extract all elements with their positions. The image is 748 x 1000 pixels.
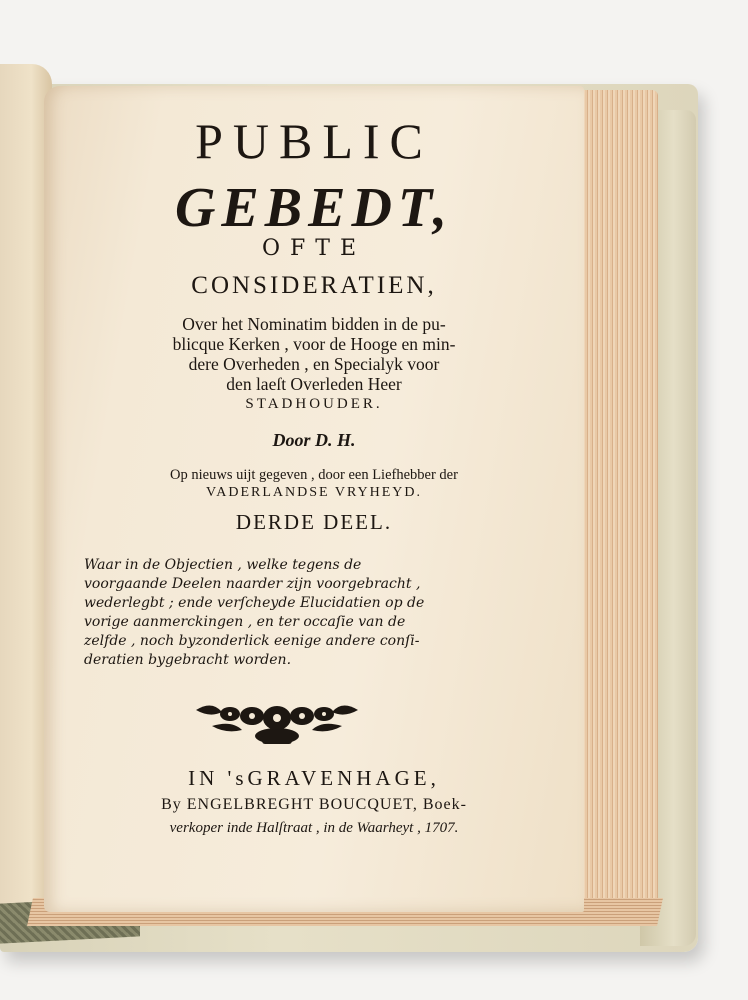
description-line: deratien bygebracht worden. [84, 652, 292, 668]
description-paragraph [84, 556, 524, 670]
title-line-ofte: OFTE [261, 236, 367, 261]
imprint-printer: By ENGELBREGHT BOUCQUET, Boek- [161, 796, 467, 813]
stadhouder-line: STADHOUDER. [245, 396, 383, 412]
subtitle-line: Over het Nominatim bidden in de pu- [182, 314, 446, 334]
subtitle-line: den laeſt Overleden Heer [226, 374, 402, 394]
volume-heading: DERDE DEEL. [235, 510, 393, 534]
flower-basket-ornament-icon [192, 696, 362, 748]
edition-line-caps: VADERLANDSE VRYHEYD. [205, 485, 423, 500]
subtitle-paragraph [84, 314, 544, 414]
description-line: Waar in de Objectien , welke tegens de [84, 557, 362, 573]
description-line: vorige aanmerckingen , en ter occaſie van de [84, 614, 406, 630]
subtitle-line: dere Overheden , en Specialyk voor [188, 354, 440, 374]
imprint-city: IN 'sGRAVENHAGE, [188, 766, 440, 790]
title-line-gebedt: GEBEDT, [174, 177, 453, 239]
edition-paragraph [84, 466, 544, 502]
description-line: wederlegbt ; ende verſcheyde Elucidatien op de [84, 595, 425, 611]
description-line: zelfde , noch byzonderlick eenige andere conſi- [84, 633, 420, 649]
edition-line: Op nieuws uijt gegeven , door een Liefhebber der [170, 467, 458, 483]
title-line-public: PUBLIC [195, 113, 433, 169]
author-line: Door D. H. [272, 430, 356, 450]
imprint-address: verkoper inde Halſtraat , in de Waarheyt , 1707. [169, 820, 459, 836]
subtitle-line: blicque Kerken , voor de Hooge en min- [172, 334, 456, 354]
description-line: voorgaande Deelen naarder zijn voorgebracht , [84, 576, 421, 592]
title-line-consideratien: CONSIDERATIEN, [191, 272, 437, 299]
title-page [44, 86, 584, 912]
